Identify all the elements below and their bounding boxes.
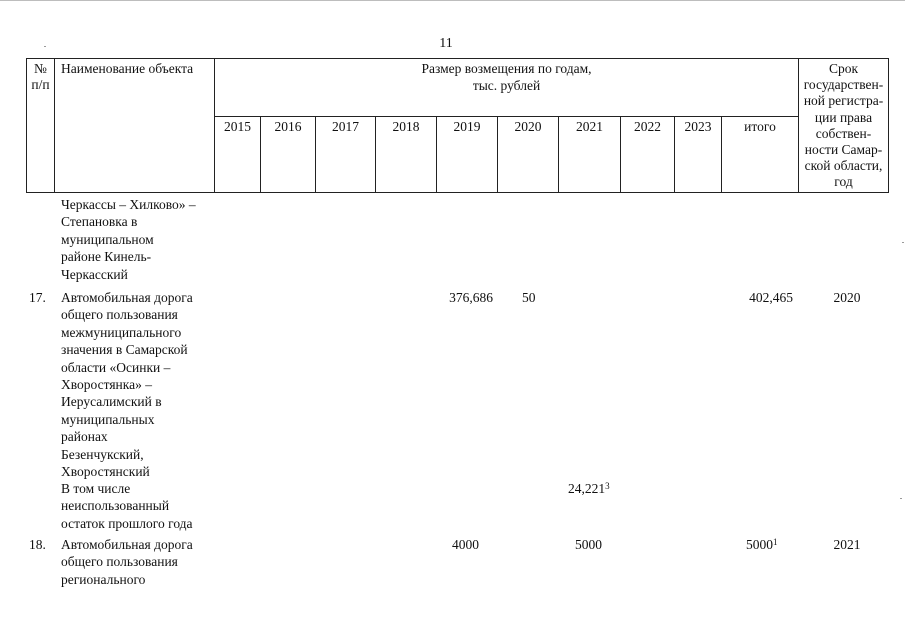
header-year-2022: 2022 (634, 119, 661, 134)
row-object-name: В том числе неиспользованный остаток прошлого года (61, 481, 193, 531)
row-value-2019: 4000 (452, 537, 479, 552)
value-text: 24,221 (568, 481, 606, 496)
scan-speck (902, 242, 904, 243)
row-deadline: 2021 (833, 537, 861, 552)
row-object-name: Автомобильная дорога общего пользования регионального (61, 537, 193, 587)
row-value-total: 402,465 (749, 290, 793, 305)
header-year-2018: 2018 (392, 119, 420, 134)
row-value-2021 (568, 480, 628, 497)
header-year-total: итого (744, 119, 776, 134)
footnote-mark: 1 (773, 537, 778, 547)
scan-speck (900, 498, 902, 499)
page-top-edge (0, 0, 905, 1)
footnote-mark: 3 (605, 481, 610, 491)
header-year-2016: 2016 (274, 119, 302, 134)
col-border (888, 58, 889, 193)
header-deadline: Срок государствен- ной регистра- ции права собствен- ности Самар- ской области, год (803, 61, 884, 190)
continuation-text: Черкассы – Хилково» – Степановка в муниципальном районе Кинель- Черкасский (61, 197, 196, 282)
header-year-2023: 2023 (684, 119, 712, 134)
row-deadline: 2020 (833, 290, 861, 305)
header-amount: Размер возмещения по годам, тыс. рублей (421, 61, 592, 93)
row-value-2019: 376,686 (449, 290, 493, 305)
row-value-2020: 50 (522, 290, 536, 305)
header-name: Наименование объекта (61, 61, 194, 76)
header-num: № п/п (31, 61, 50, 92)
header-bottom-border (26, 192, 888, 193)
value-text: 5000 (746, 537, 773, 552)
row-value-total (746, 536, 796, 553)
row-object-name: Автомобильная дорога общего пользования межмуниципального значения в Самарской области «Осинки – Хворостянка» – Иерусалимский в муниципальных районах Безенчукский, Хворостянский (61, 290, 193, 480)
row-value-2021: 5000 (575, 537, 602, 552)
header-year-2020: 2020 (514, 119, 542, 134)
years-divider (214, 116, 798, 117)
header-year-2019: 2019 (453, 119, 481, 134)
page-number: 11 (439, 36, 453, 51)
row-number: 18. (29, 537, 46, 552)
row-number: 17. (29, 290, 46, 305)
scan-speck (44, 46, 46, 47)
header-year-2017: 2017 (332, 119, 359, 134)
col-border (54, 58, 55, 193)
header-year-2015: 2015 (224, 119, 251, 134)
table-top-border (26, 58, 888, 59)
header-year-2021: 2021 (576, 119, 603, 134)
